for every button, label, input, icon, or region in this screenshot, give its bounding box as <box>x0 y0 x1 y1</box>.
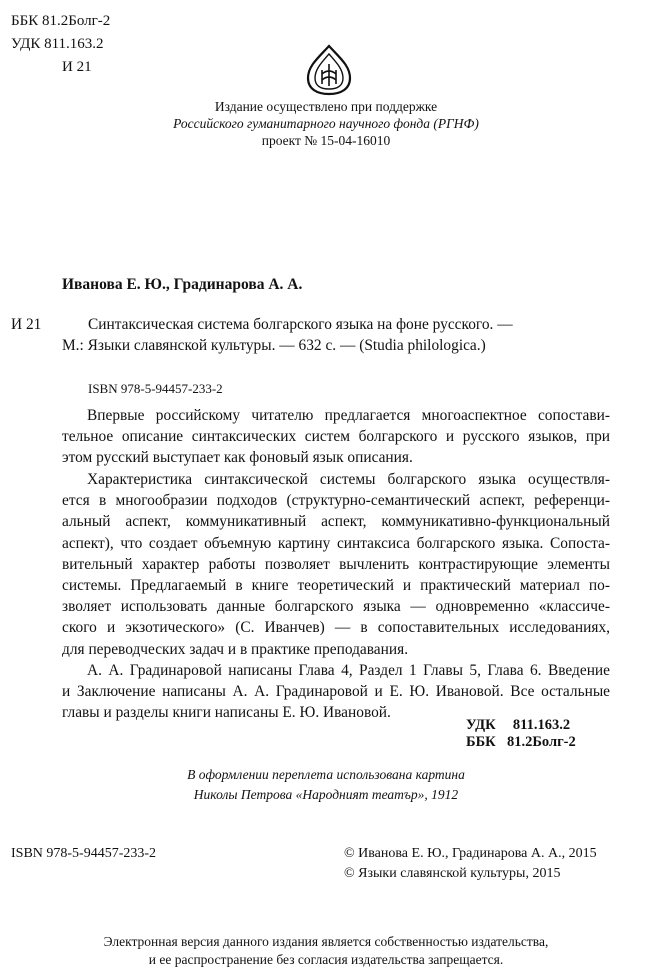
notice-line-2: и ее распространение без согласия издательства запрещается. <box>148 952 504 967</box>
abstract-line: главы и разделы книги написаны Е. Ю. Ивановой. <box>62 704 391 722</box>
support-line-2: Российского гуманитарного научного фонда (РГНФ) <box>173 116 479 131</box>
udk-code: УДК 811.163.2 <box>11 36 104 52</box>
abstract-line: вительный характер работы позволяет вычленить контрастирующие элементы <box>62 555 610 573</box>
udk-code-right <box>466 717 570 734</box>
support-project: проект № 15-04-16010 <box>261 133 391 148</box>
abstract-paragraph-2 <box>62 469 610 660</box>
rgnf-logo-icon <box>304 44 354 96</box>
notice-line-1: Электронная версия данного издания является собственностью издательства, <box>103 934 549 949</box>
bbk-code-right <box>466 734 576 751</box>
copyright-publisher: © Языки славянской культуры, 2015 <box>344 866 561 881</box>
abstract-line: системы. Предлагаемый в книге теоретический и практический материал по- <box>62 577 610 595</box>
bbk-value: 81.2Болг-2 <box>506 734 576 750</box>
copyright-authors: © Иванова Е. Ю., Градинарова А. А., 2015 <box>344 846 597 861</box>
cover-note <box>126 765 526 805</box>
cover-note-line-1: В оформлении переплета использована картина <box>187 767 465 782</box>
abstract-paragraph-1 <box>62 405 610 469</box>
bbk-code: ББК 81.2Болг-2 <box>11 13 111 29</box>
entry-title-line-1: Синтаксическая система болгарского языка на фоне русского. — <box>88 316 513 333</box>
abstract-line: Впервые российскому читателю предлагается многоаспектное сопостави- <box>87 407 610 424</box>
abstract-line: Характеристика синтаксической системы болгарского языка осуществля- <box>87 471 610 488</box>
abstract-line: и Заключение написаны А. А. Градинаровой и Е. Ю. Ивановой. Все остальные <box>62 683 610 701</box>
abstract-line: этом русский выступает как фоновый язык описания. <box>62 449 413 467</box>
entry-code: И 21 <box>11 316 42 333</box>
entry-title-line-2: М.: Языки славянской культуры. — 632 с. — (Studia philologica.) <box>62 337 486 354</box>
abstract-line: аспект), что создает объемную картину синтаксиса болгарского языка. Сопоста- <box>62 534 610 552</box>
footer-isbn: ISBN 978-5-94457-233-2 <box>11 846 157 861</box>
abstract-line: альный аспект, коммуникативный аспект, коммуникативно-функциональный <box>62 513 610 531</box>
abstract-line: тельное описание синтаксических систем болгарского и русского языков, при <box>62 428 610 446</box>
bbk-label: ББК <box>466 734 496 750</box>
abstract-line: зволяет использовать данные болгарского языка — одновременно «классиче- <box>62 598 610 616</box>
udk-value: 811.163.2 <box>512 717 571 733</box>
cover-note-line-2: Николы Петрова «Народният театър», 1912 <box>193 787 459 802</box>
author-mark: И 21 <box>62 59 92 75</box>
udk-label: УДК <box>466 717 496 733</box>
electronic-version-notice <box>26 933 626 969</box>
authors-heading: Иванова Е. Ю., Градинарова А. А. <box>62 276 303 293</box>
abstract-line: А. А. Градинаровой написаны Глава 4, Раздел 1 Главы 5, Глава 6. Введение <box>87 662 610 679</box>
isbn-line: ISBN 978-5-94457-233-2 <box>88 381 223 396</box>
support-block <box>126 98 526 149</box>
abstract-paragraph-3 <box>62 660 610 724</box>
abstract-line: ского и экзотического» (С. Иванчев) — в сопоставительных исследованиях, <box>62 619 610 637</box>
abstract-line: для переводческих задач и в практике преподавания. <box>62 640 409 658</box>
support-line-1: Издание осуществлено при поддержке <box>214 99 438 114</box>
abstract-line: ется в многообразии подходов (структурно-семантический аспект, референци- <box>62 492 610 510</box>
